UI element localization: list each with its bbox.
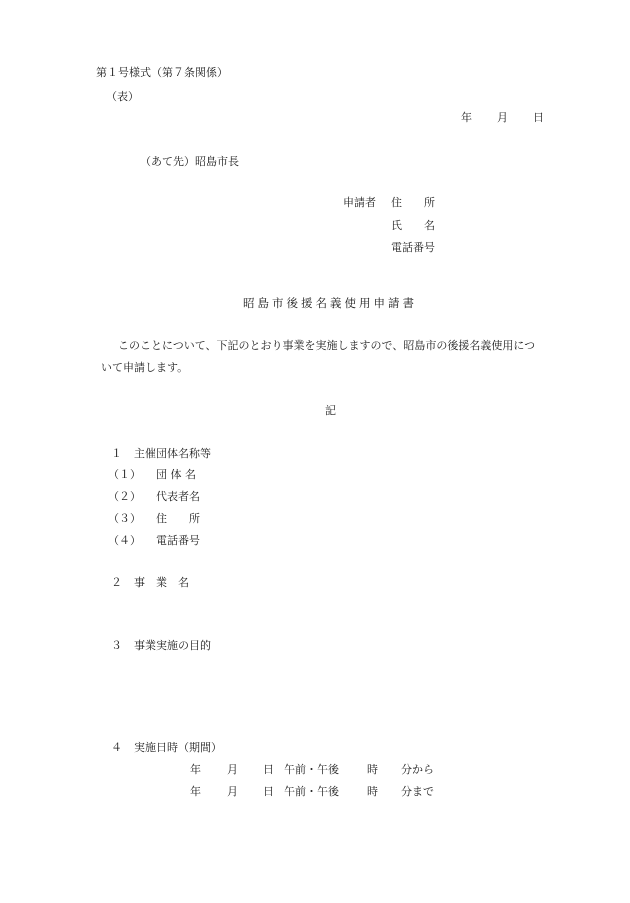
body-line-2: いて申請します。 bbox=[101, 361, 189, 374]
section-1-item-4-num: （４） bbox=[108, 534, 141, 547]
section-3-number: ３ bbox=[111, 639, 122, 652]
date-month: 月 bbox=[497, 111, 508, 124]
start-hour-label: 時 bbox=[367, 763, 378, 776]
end-hour-label: 時 bbox=[367, 785, 378, 798]
applicant-address-label: 住 所 bbox=[391, 196, 435, 209]
start-month-label: 月 bbox=[227, 763, 238, 776]
section-1-number: １ bbox=[111, 447, 122, 460]
section-1-item-1-num: （１） bbox=[108, 468, 141, 481]
ki-label: 記 bbox=[325, 404, 336, 417]
end-year-label: 年 bbox=[190, 785, 201, 798]
section-2-number: ２ bbox=[111, 576, 122, 589]
start-day-label: 日 bbox=[263, 763, 274, 776]
date-day: 日 bbox=[533, 111, 544, 124]
end-ampm-label: 午前・午後 bbox=[284, 785, 339, 798]
end-minute-label: 分まで bbox=[401, 785, 434, 798]
body-line-1: このことについて、下記のとおり事業を実施しますので、昭島市の後援名義使用につ bbox=[118, 339, 536, 352]
section-1-item-1-label: 団 体 名 bbox=[156, 468, 196, 481]
applicant-label: 申請者 bbox=[343, 196, 376, 209]
section-1-item-3-num: （３） bbox=[108, 512, 141, 525]
section-4-number: ４ bbox=[111, 741, 122, 754]
form-number: 第１号様式（第７条関係） bbox=[96, 66, 228, 79]
section-3-heading: 事業実施の目的 bbox=[134, 639, 211, 652]
section-1-item-4-label: 電話番号 bbox=[156, 534, 200, 547]
date-year: 年 bbox=[461, 111, 472, 124]
applicant-phone-label: 電話番号 bbox=[391, 241, 435, 254]
section-1-item-2-label: 代表者名 bbox=[156, 490, 200, 503]
end-month-label: 月 bbox=[227, 785, 238, 798]
start-minute-label: 分から bbox=[401, 763, 434, 776]
form-side-label: （表） bbox=[106, 90, 139, 103]
end-day-label: 日 bbox=[263, 785, 274, 798]
section-1-item-2-num: （２） bbox=[108, 490, 141, 503]
section-1-heading: 主催団体名称等 bbox=[134, 447, 211, 460]
section-2-heading: 事 業 名 bbox=[134, 576, 189, 589]
addressee: （あて先）昭島市長 bbox=[140, 155, 239, 168]
section-4-heading: 実施日時（期間） bbox=[134, 741, 222, 754]
document-title: 昭島市後援名義使用申請書 bbox=[243, 296, 417, 310]
start-year-label: 年 bbox=[190, 763, 201, 776]
start-ampm-label: 午前・午後 bbox=[284, 763, 339, 776]
section-1-item-3-label: 住 所 bbox=[156, 512, 200, 525]
applicant-name-label: 氏 名 bbox=[391, 219, 435, 232]
